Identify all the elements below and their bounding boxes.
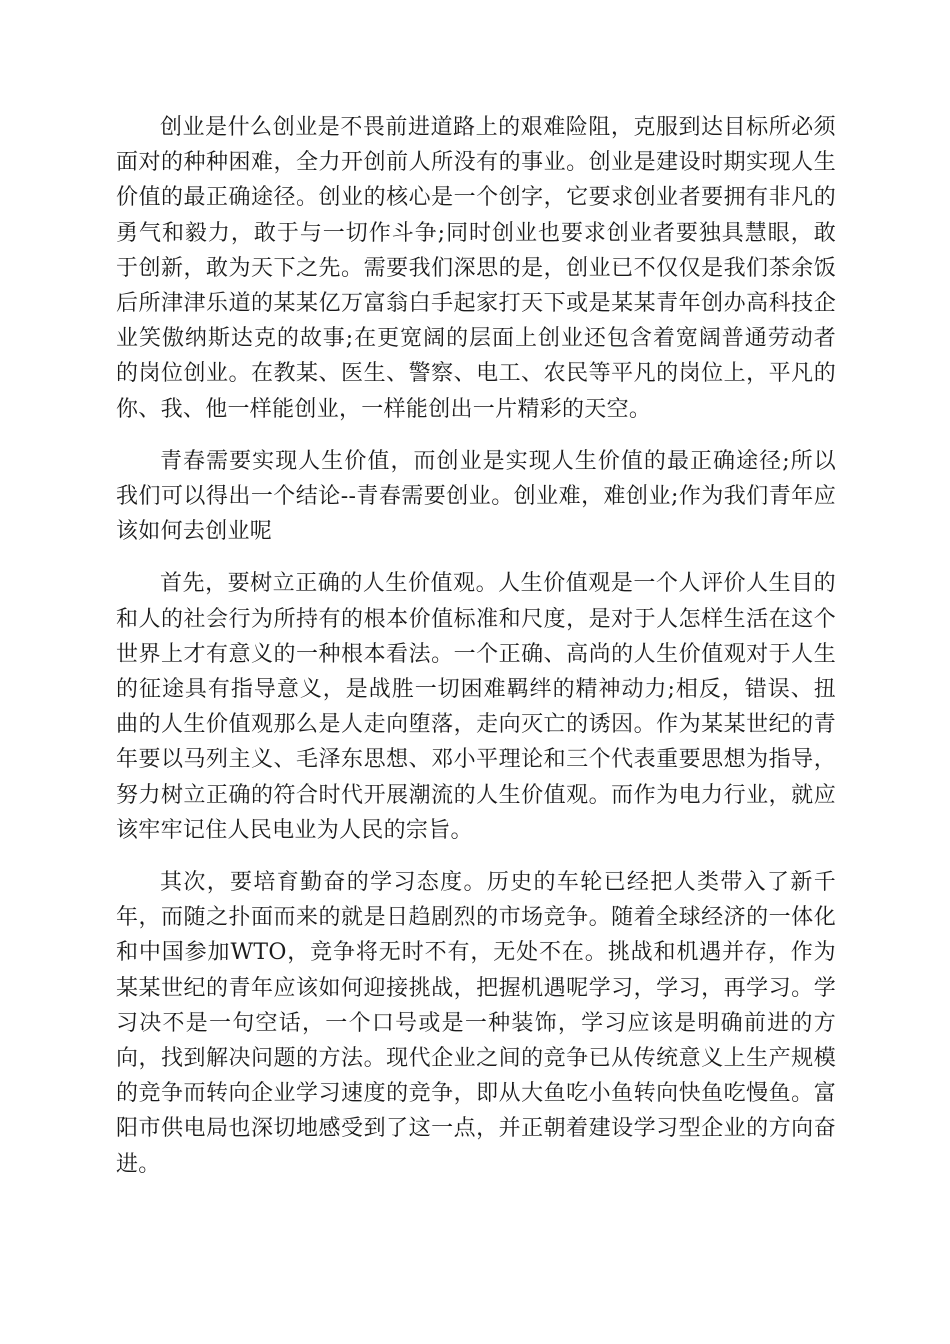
- document-page: [116, 110, 836, 1199]
- paragraph-3: 首先，要树立正确的人生价值观。人生价值观是一个人评价人生目的和人的社会行为所持有的根本价值标准和尺度，是对于人怎样生活在这个世界上才有意义的一种根本看法。一个正确、高尚的人生价值观对于人生的征途具有指导意义，是战胜一切困难羁绊的精神动力;相反，错误、扭曲的人生价值观那么是人走向堕落，走向灭亡的诱因。作为某某世纪的青年要以马列主义、毛泽东思想、邓小平理论和三个代表重要思想为指导，努力树立正确的符合时代开展潮流的人生价值观。而作为电力行业，就应该牢牢记住人民电业为人民的宗旨。: [116, 571, 836, 843]
- paragraph-2: 青春需要实现人生价值，而创业是实现人生价值的最正确途径;所以我们可以得出一个结论--青春需要创业。创业难，难创业;作为我们青年应该如何去创业呢: [116, 448, 836, 545]
- paragraph-1: 创业是什么创业是不畏前进道路上的艰难险阻，克服到达目标所必须面对的种种困难，全力开创前人所没有的事业。创业是建设时期实现人生价值的最正确途径。创业的核心是一个创字，它要求创业者要拥有非凡的勇气和毅力，敢于与一切作斗争;同时创业也要求创业者要独具慧眼，敢于创新，敢为天下之先。需要我们深思的是，创业已不仅仅是我们茶余饭后所津津乐道的某某亿万富翁白手起家打天下或是某某青年创办高科技企业笑傲纳斯达克的故事;在更宽阔的层面上创业还包含着宽阔普通劳动者的岗位创业。在教某、医生、警察、电工、农民等平凡的岗位上，平凡的你、我、他一样能创业，一样能创出一片精彩的天空。: [116, 115, 836, 422]
- paragraph-4: 其次，要培育勤奋的学习态度。历史的车轮已经把人类带入了新千年，而随之扑面而来的就是日趋剧烈的市场竞争。随着全球经济的一体化和中国参加WTO，竞争将无时不有，无处不在。挑战和机遇并存，作为某某世纪的青年应该如何迎接挑战，把握机遇呢学习，学习，再学习。学习决不是一句空话，一个口号或是一种装饰，学习应该是明确前进的方向，找到解决问题的方法。现代企业之间的竞争已从传统意义上生产规模的竞争而转向企业学习速度的竞争，即从大鱼吃小鱼转向快鱼吃慢鱼。富阳市供电局也深切地感受到了这一点，并正朝着建设学习型企业的方向奋进。: [116, 870, 836, 1177]
